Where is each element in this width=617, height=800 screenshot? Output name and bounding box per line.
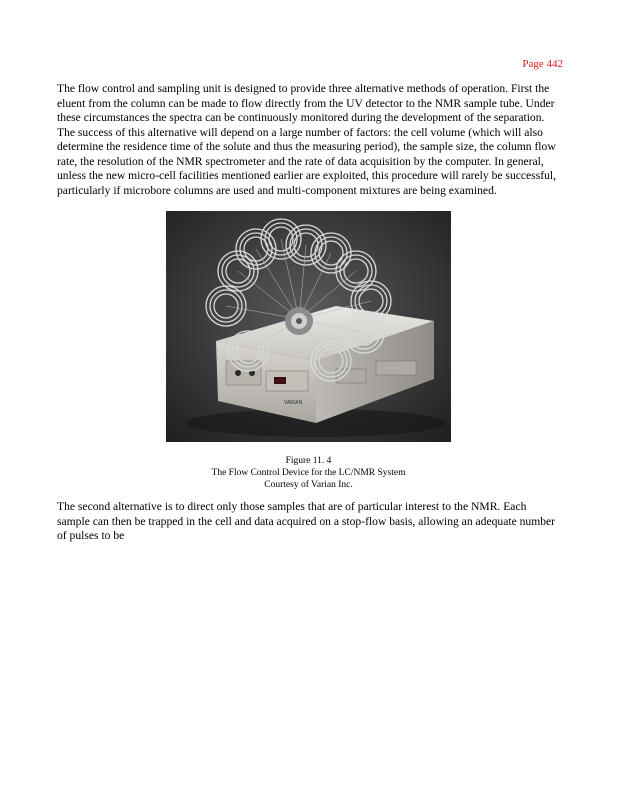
device-brand-label: VARIAN — [284, 400, 303, 406]
figure-credit: Courtesy of Varian Inc. — [264, 480, 353, 490]
page-number: Page 442 — [522, 58, 563, 70]
lc-nmr-device-illustration — [166, 211, 451, 442]
figure-title: The Flow Control Device for the LC/NMR System — [211, 468, 406, 478]
figure-label: Figure 11. 4 — [285, 456, 332, 466]
body-paragraph-1: The flow control and sampling unit is designed to provide three alternative methods of operation. First the eluent from the column can be made to flow directly from the UV detector to the NMR sample tube. Under these circumstances the spectra can be continuously monitored during the development of the separation. The success of this alternative will depend on a large number of factors: the cell volume (which will also determine the residence time of the solute and thus the measuring period), the sample size, the column flow rate, the resolution of the NMR spectrometer and the rate of data acquisition by the computer. In general, unless the new micro-cell facilities mentioned earlier are exploited, this procedure will rarely be successful, particularly if microbore columns are used and multi-component mixtures are being examined. — [57, 82, 556, 197]
figure-photo — [166, 211, 451, 442]
body-paragraph-2: The second alternative is to direct only those samples that are of particular interest to the NMR. Each sample can then be trapped in the cell and data acquired on a stop-flow basis, allowing an adequate number of pulses to be — [57, 500, 556, 542]
